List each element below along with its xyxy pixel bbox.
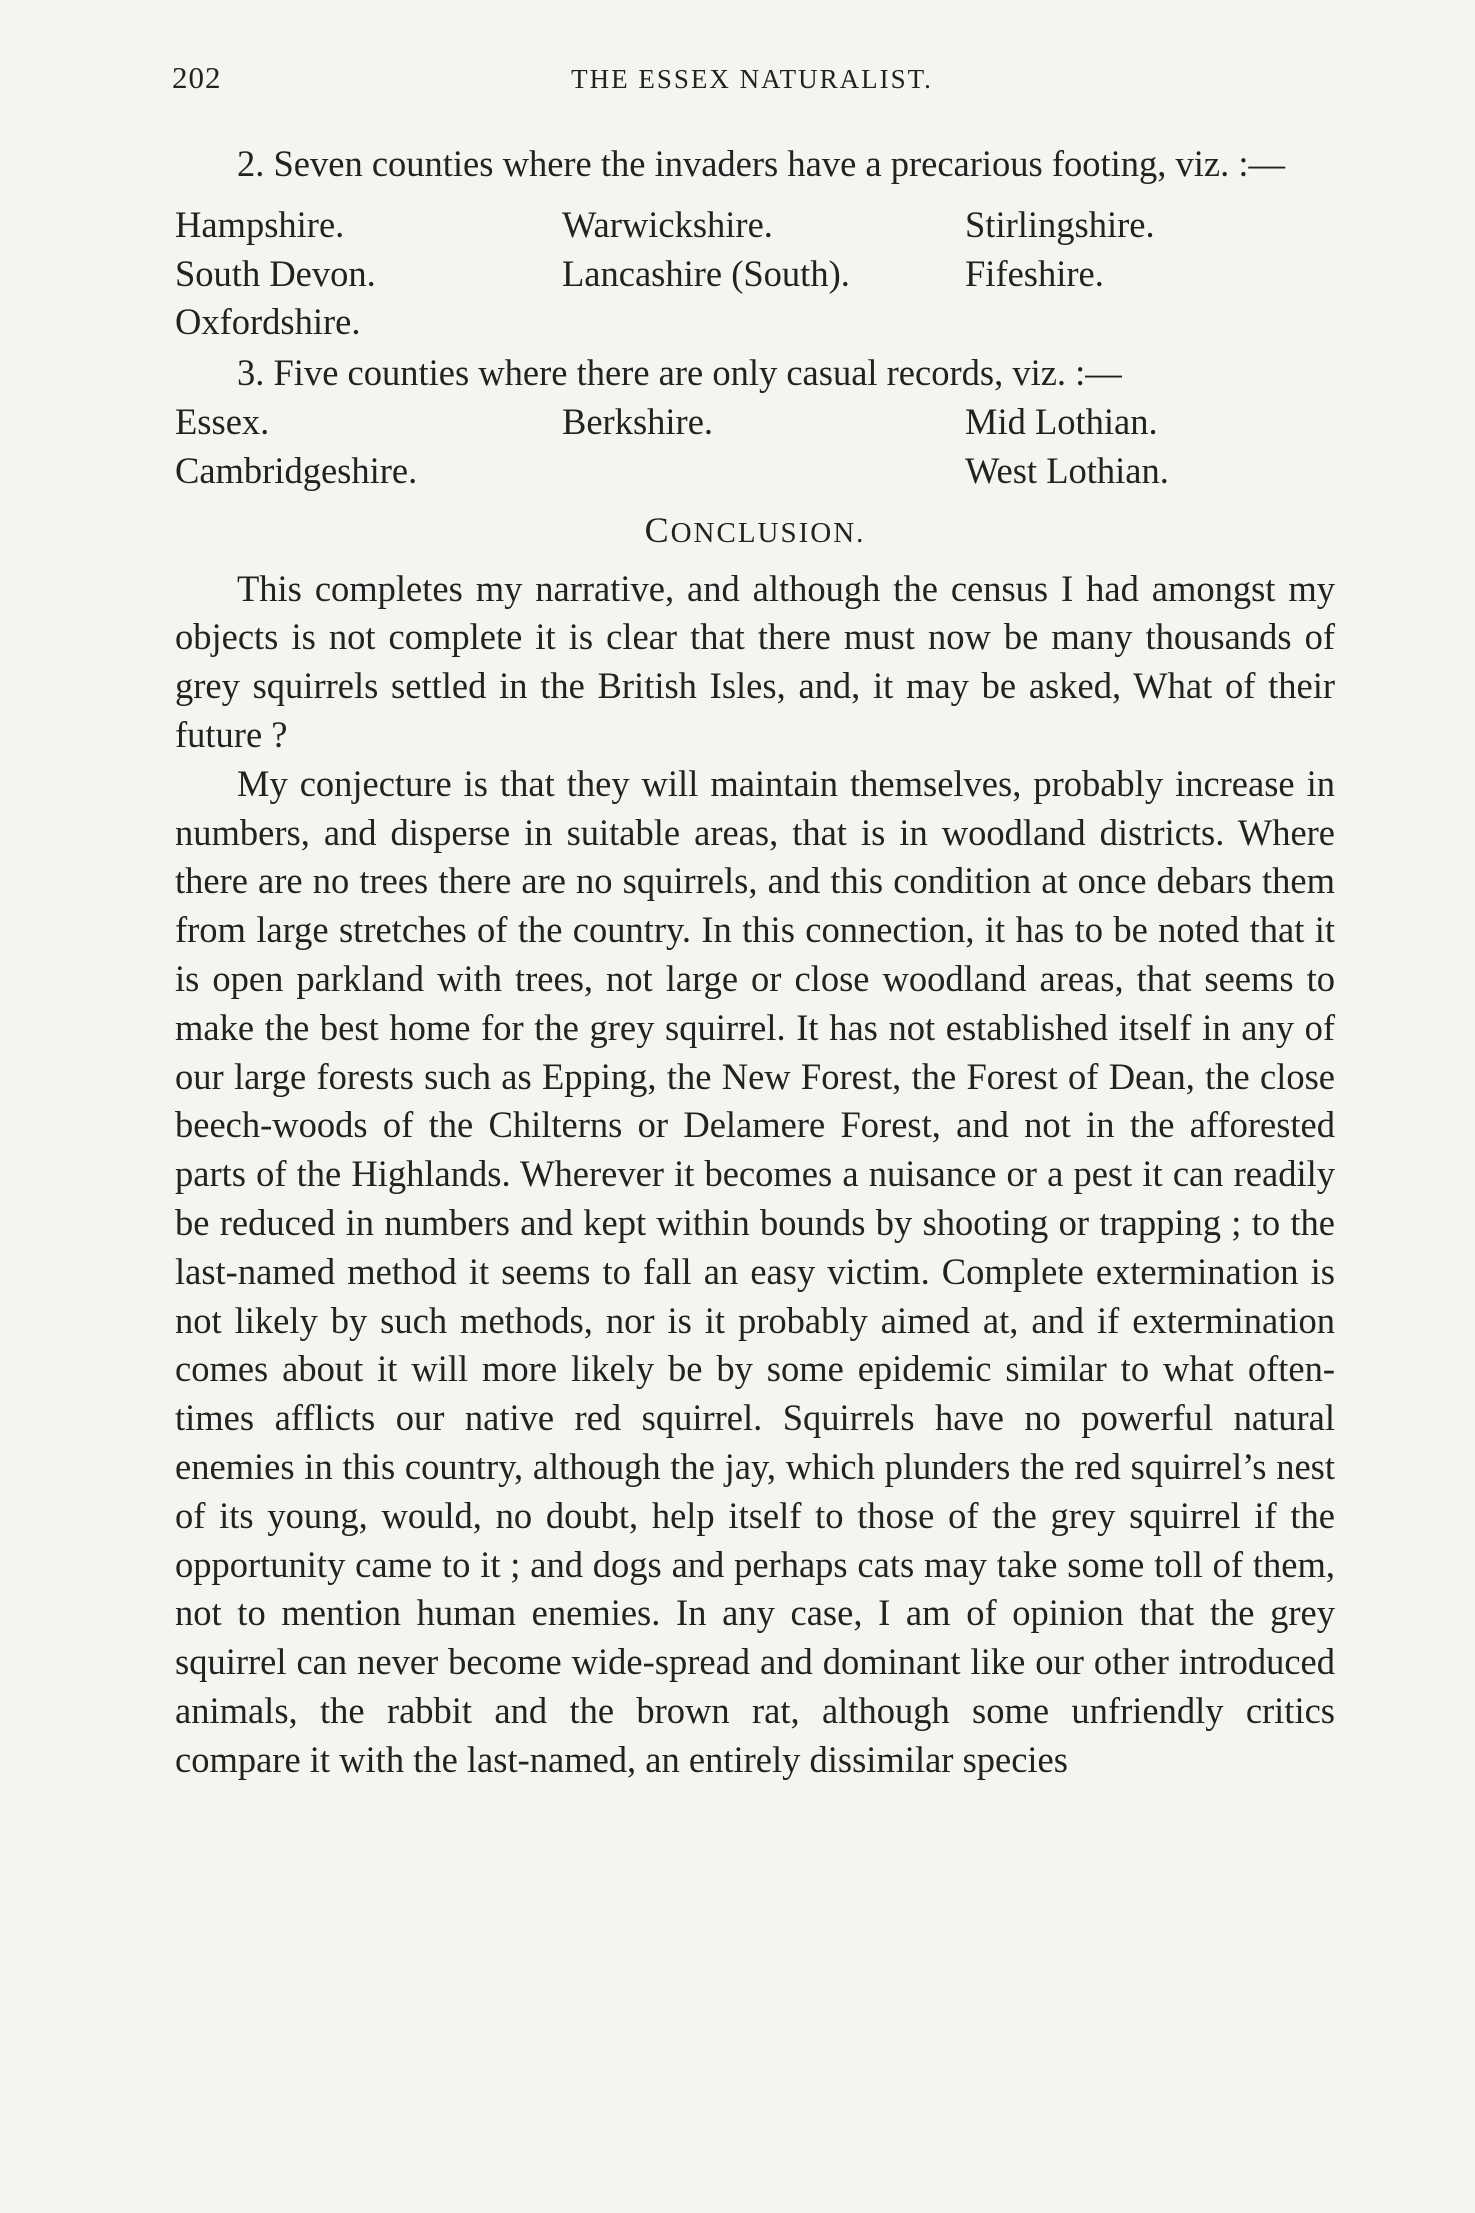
list3-intro: 3. Five counties where there are only casual records, viz. :—: [237, 352, 1122, 394]
list3-county-table: [175, 398, 1335, 496]
county-row: [175, 398, 1335, 447]
county-cell: Warwickshire.: [562, 203, 773, 245]
paragraph: My conjecture is that they will maintain themselves, probably increase in numbers, and disperse in suitable areas, that is in woodland districts. Where there are no trees there are no squirrels, and this condition at once debars them from large stretches of the country. In this connection, it has to be noted that it is open parkland with trees, not large or close woodland areas, that seems to make the best home for the grey squirrel. It has not established itself in any of our large forests such as Epping, the New Forest, the Forest of Dean, the close beech-woods of the Chilterns or Delamere Forest, and not in the afforested parts of the Highlands. Wherever it becomes a nuisance or a pest it can readily be reduced in numbers and kept within bounds by shooting or trapping ; to the last-named method it seems to fall an easy victim. Complete extermination is not likely by such methods, nor is it probably aimed at, and if extermination comes about it will more likely be by some epidemic similar to what often-times afflicts our native red squirrel. Squirrels have no powerful natural enemies in this country, although the jay, which plunders the red squirrel’s nest of its young, would, no doubt, help itself to those of the grey squirrel if the opportunity came to it ; and dogs and perhaps cats may take some toll of them, not to mention human enemies. In any case, I am of opinion that the grey squirrel can never become wide-spread and dominant like our other introduced animals, the rabbit and the brown rat, although some unfriendly critics compare it with the last-named, an entirely dissimilar species: [175, 762, 1335, 1780]
heading-rest: ONCLUSION.: [670, 516, 866, 549]
county-cell: Berkshire.: [562, 400, 714, 442]
county-cell: [965, 298, 1335, 347]
section-heading-conclusion: [175, 508, 1335, 555]
county-cell: Lancashire (South).: [562, 252, 850, 294]
county-cell: Cambridgeshire.: [175, 449, 418, 491]
county-cell: Hampshire.: [175, 203, 345, 245]
county-cell: West Lothian.: [965, 449, 1169, 491]
county-row: [175, 447, 1335, 496]
paragraph: This completes my narrative, and although the census I had amongst my objects is not complete it is clear that there must now be many thousands of grey squirrels settled in the British Isles, and, it may be asked, What of their future ?: [175, 567, 1335, 755]
county-cell: Essex.: [175, 400, 270, 442]
county-cell: [562, 298, 965, 347]
county-row: [175, 201, 1335, 250]
county-cell: Mid Lothian.: [965, 400, 1158, 442]
page-body: [175, 140, 1335, 1785]
page-header: [172, 60, 1332, 110]
list2-intro: 2. Seven counties where the invaders have a precarious footing, viz. :—: [237, 143, 1286, 184]
county-cell: Oxfordshire.: [175, 301, 361, 343]
running-title: THE ESSEX NATURALIST.: [571, 64, 933, 94]
county-cell: South Devon.: [175, 252, 376, 294]
list2-county-table: [175, 201, 1335, 347]
county-row: [175, 298, 1335, 347]
county-cell: [562, 447, 965, 496]
county-cell: Fifeshire.: [965, 252, 1104, 294]
page-number: 202: [172, 60, 222, 95]
heading-initial: C: [644, 509, 671, 550]
county-row: [175, 250, 1335, 299]
county-cell: Stirlingshire.: [965, 203, 1155, 245]
